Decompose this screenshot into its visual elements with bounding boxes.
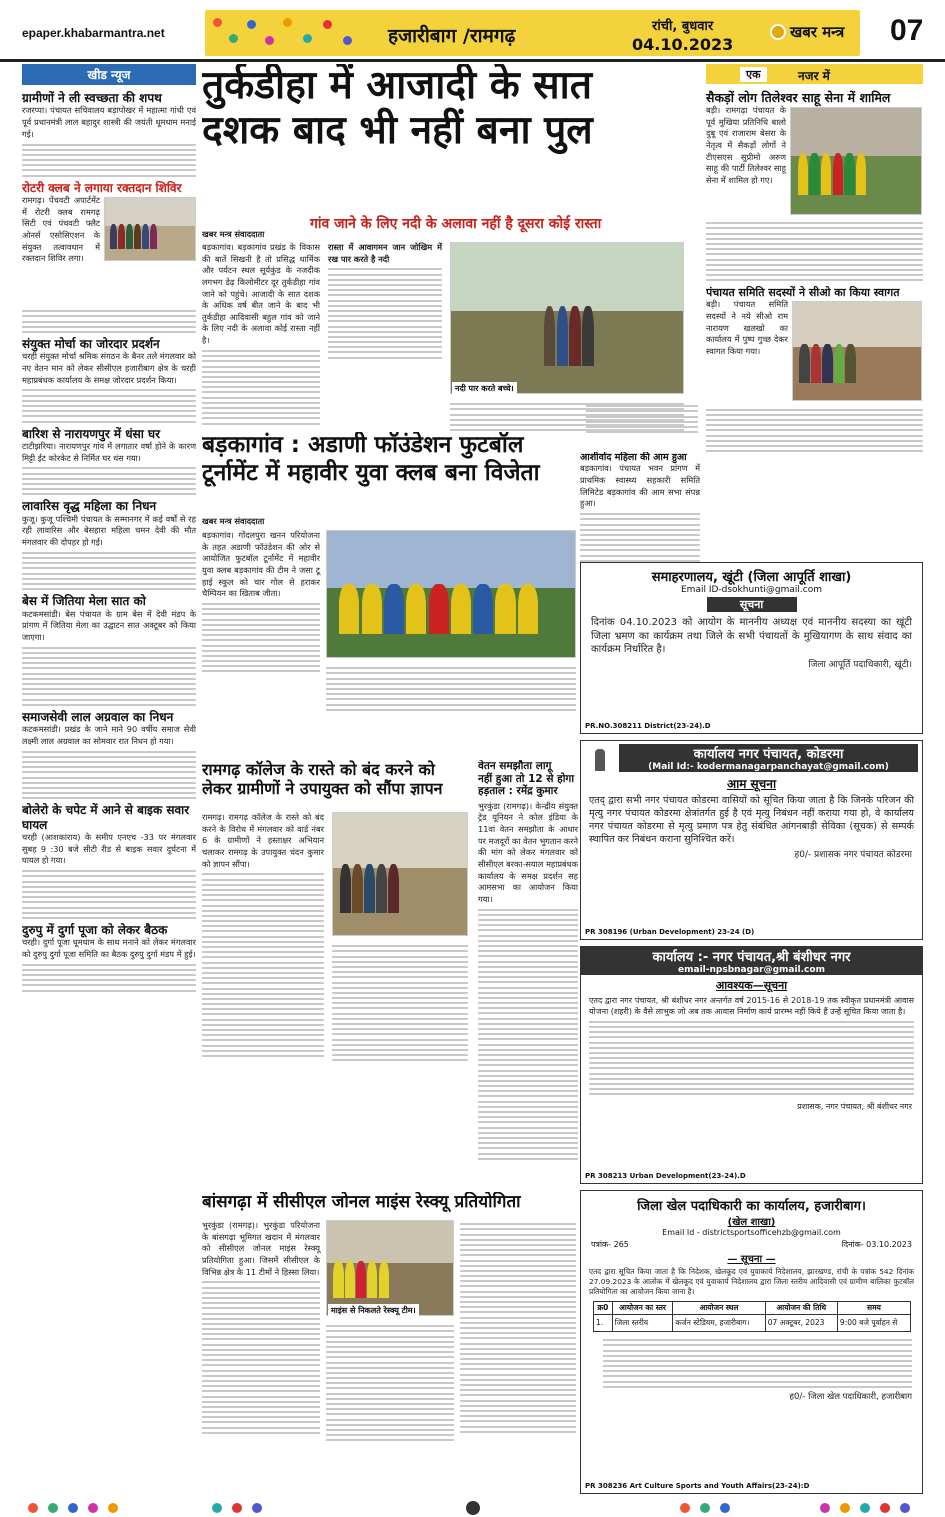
rescue-headline: बांसगढ़ा में सीसीएल जोनल माइंस रेस्क्यू प्रतियोगिता <box>202 1192 521 1212</box>
story1-photo <box>790 107 922 215</box>
brief-text: रजरप्पा। पंचायत सचिवालय बड़ापोखर में महात्मा गांधी एवं पूर्व प्रधानमंत्री लाल बहादुर शास्त्री की जयंती धूमधाम मनाई गई। <box>22 105 196 139</box>
notice-koderma <box>580 740 923 940</box>
notice2-band: आम सूचना <box>726 777 777 791</box>
football-headline-line1: बड़कागांव : अडाणी फॉउंडेशन फुटबॉल <box>202 432 524 458</box>
brief-title: समाजसेवी लाल अग्रवाल का निधन <box>22 709 174 724</box>
wage-headline-line1: वेतन समझौता लागू <box>478 760 552 772</box>
text-lines <box>22 751 196 800</box>
brief-text: चरही। दुर्गा पूजा धूमधाम के साथ मनाने को लेकर मंगलवार को दुरुपु दुर्गा पूजा समिति का बैठक दुरुपु दुर्गा मंडप में हुई। <box>22 937 196 959</box>
table-cell: जिला स्तरीय <box>612 1314 673 1331</box>
football-story <box>202 432 580 754</box>
text-lines <box>202 603 320 672</box>
notice4-signature: ह0/- जिला खेल पदाधिकारी, हजारीबाग <box>789 1392 912 1403</box>
story2-title: पंचायत समिति सदस्यों ने सीओ का किया स्वागत <box>706 286 900 300</box>
brief-title: संयुक्त मोर्चा का जोरदार प्रदर्शन <box>22 336 160 351</box>
football-text: बड़कागांव। गोंदलपुरा खनन परियोजना के तहत अडाणी फॉउंडेशन की ओर से आयोजित फुटबॉल टूर्नामेंट में महावीर युवा क्लब बड़कागांव की टीम ने जसा टू हाई स्कूल को चार गोल से हराकर चैम्पियन का खिताब जीता। <box>202 530 320 599</box>
brief-item <box>22 91 196 177</box>
table-cell: 07 अक्टूबर, 2023 <box>765 1314 837 1331</box>
notice3-signature: प्रशासक, नगर पंचायत, श्री बंशीधर नगर <box>797 1101 912 1111</box>
table-cell: 9:00 बजे पूर्वाहन से <box>837 1314 910 1331</box>
notice3-band: आवश्यक—सूचना <box>715 979 788 992</box>
notice2-email: (Mail Id:- kodermanagarpanchayat@gmail.com) <box>648 762 889 772</box>
brief-item <box>22 594 196 706</box>
notice4-patrank: पत्रांक- 265 <box>591 1240 629 1249</box>
decorative-dots <box>213 14 373 52</box>
ek-nazar-column <box>706 64 923 558</box>
text-lines <box>586 405 698 433</box>
logo-disc-icon <box>770 24 786 40</box>
college-photo <box>332 812 468 936</box>
text-lines <box>22 964 196 992</box>
text-lines <box>22 467 196 495</box>
table-row <box>594 1314 911 1331</box>
text-lines <box>332 945 468 1061</box>
notice1-email: Email ID-dsokhunti@gmail.com <box>680 585 822 595</box>
notice4-sub: (खेल शाखा) <box>727 1217 776 1228</box>
left-briefs-column <box>22 64 196 1494</box>
notice4-title: जिला खेल पदाधिकारी का कार्यालय, हजारीबाग। <box>637 1199 866 1214</box>
brief-text: चरही संयुक्त मोर्चा श्रमिक संगठन के बैनर तले मंगलवार को नए वेतन मान को लेकर सीसीएल हजारीबाग क्षेत्र के चरही महाप्रबंधक कार्यालय के समक्ष जोरदार प्रदर्शन किया। <box>22 351 196 385</box>
brief-text: रामगढ़। पेंचवटी अपार्टमेंट में रोटरी क्लब रामगढ़ सिटी एवं पंचवटी फ्लैट ओनर्स एसोसिएशन के संयुक्त तत्वावधान में रक्तदान शिविर लगा। <box>22 195 100 264</box>
footer-color-bar <box>0 1498 945 1517</box>
story1-title: सैकड़ों लोग तिलेश्वर साहू सेना में शामिल <box>706 90 891 105</box>
wage-text: भुरकुंडा (रामगढ़)। केन्द्रीय संयुक्त ट्रेड यूनियन ने कोल इंडिया के 11वां वेतन समझौता के आधार पर मजदूरों का वेतन भुगतान करने की मांग को लेकर मंगलवार को सीसीएल बरका-सयाल महाप्रबंधक कार्यालय के समक्ष प्रदर्शन सह आमसभा का आयोजन किया गया। <box>478 800 578 904</box>
aashi-text: बड़कागांव। पंचायत भवन प्रांगण में प्राथमिक स्वास्थ्य सहकारी समिति लिमिटेड बड़कागांव की आम सभा संपन्न हुआ। <box>580 463 700 509</box>
rescue-text: भुरकुंडा (रामगढ़)। भुरकुंडा परियोजना के बांसगढ़ा भूमिगत खदान में मंगलवार को सीसीएल जोनल माइंस रेस्क्यू प्रतियोगिता हुआ। जिसमें सीसीएल के विभिन्न क्षेत्र के 11 टीमों ने हिस्सा लिया। <box>202 1220 320 1277</box>
notice3-body: एतद द्वारा नगर पंचायत, श्री बंशीधर नगर अन्तर्गत वर्ष 2015-16 से 2018-19 तक स्वीकृत प्रधानमंत्री आवास योजना (शहरी) के वैसे लाभुक जो अब तक आवास निर्माण कार्य प्रारम्भ नहीं किये हैं उन्हें सूचित किया जाता है। <box>589 996 914 1016</box>
page-number: 07 <box>890 14 924 47</box>
brief-item <box>22 923 196 992</box>
brief-title: ग्रामीणों ने ली स्वच्छता की शपथ <box>22 91 162 105</box>
notice1-title: समाहरणालय, खूंटी (जिला आपूर्ति शाखा) <box>651 570 852 585</box>
lead-sidebar-note: रास्ता में आवागमन जान जोखिम में रख पार करते है नदी <box>328 242 442 264</box>
notice4-body: एतद द्वारा सूचित किया जाता है कि निदेशक, खेलकूद एवं युवाकार्य निदेशालय, झारखण्ड, रांची के पत्रांक 542 दिनांक 27.09.2023 के आलोक में खेलकूद एवं युवाकार्य निदेशालय द्वारा जिला स्तरीय आदिवासी एवं ग्रामीण बालिका फुटबॉल प्रतियोगिता का आयोजन किया जाना है। <box>589 1267 914 1296</box>
brief-text: टाटीझरिया। नारायणपुर गांव में लगातार वर्षा होने के कारण मिट्टी ईट कोरकेट से निर्मित घर धंस गया। <box>22 440 196 463</box>
kicker-tag: एक <box>740 67 767 82</box>
wage-story <box>478 760 578 1188</box>
story2-text: बड़ी। पंचायत समिति सदस्यों ने नये सीओ राम नारायण खलखो का कार्यालय में पुष्प गुच्छ देकर स्वागत किया गया। <box>706 299 788 356</box>
text-lines <box>22 870 196 919</box>
table-header: समय <box>837 1301 910 1314</box>
brief-title: बारिश से नारायणपुर में धंसा घर <box>22 426 161 441</box>
text-lines <box>202 350 320 425</box>
notice4-email: Email Id - districtsportsofficehzb@gmail.com <box>662 1228 841 1237</box>
notice-khunti <box>580 562 923 734</box>
brief-text: कटकमसांडी। बेस पंचायत के ग्राम बेस में देवी मंडप के प्रांगण में जितिया मेला का उद्घाटन सात अक्टूबर को किया जाएगा। <box>22 608 196 642</box>
table-header: आयोजन की तिथि <box>765 1301 837 1314</box>
dateline <box>632 16 733 54</box>
text-lines <box>22 647 196 706</box>
notice3-title: कार्यालय :- नगर पंचायत,श्री बंशीधर नगर <box>652 950 851 965</box>
text-lines <box>706 409 923 453</box>
site-domain[interactable]: epaper.khabarmantra.net <box>22 26 165 40</box>
college-headline-line2: लेकर ग्रामीणों ने उपायुक्त को सौंपा ज्ञापन <box>202 779 443 799</box>
brief-text: कटकमसांडी। प्रखंड के जाने माने 90 वर्षीय समाज सेवी लक्ष्मी लाल अग्रवाल का सोमवार रात निधन हो गया। <box>22 724 196 746</box>
masthead <box>0 0 945 62</box>
brief-title: दुरुपु में दुर्गा पूजा को लेकर बैठक <box>22 922 168 937</box>
football-photo <box>326 530 576 658</box>
issue-date: 04.10.2023 <box>632 35 734 54</box>
ek-nazar-kicker <box>706 64 923 84</box>
notice3-pr: PR 308213 Urban Development(23-24).D <box>585 1172 746 1180</box>
lead-photo <box>450 242 684 394</box>
text-lines <box>22 552 196 590</box>
brief-title: बेस में जितिया मेला सात को <box>22 594 146 609</box>
notice2-header <box>619 744 918 772</box>
table-cell: 1. <box>594 1314 613 1331</box>
wage-headline-line3: हड़ताल : रमेंद्र कुमार <box>478 785 558 798</box>
notice3-header <box>581 947 922 975</box>
football-byline: खबर मन्त्र संवाददाता <box>202 516 265 526</box>
brief-item <box>22 803 196 919</box>
text-lines <box>326 667 576 711</box>
text-lines <box>580 513 700 562</box>
emblem-icon <box>587 745 613 775</box>
notice1-body: दिनांक 04.10.2023 को आयोग के माननीय अध्यक्ष एवं माननीय सदस्या का खूंटी जिला भ्रमण का कार्यक्रम तथा जिले के सभी पंचायतों के मुखियागण के साथ संवाद का कार्यक्रम निर्धारित है। <box>591 617 912 655</box>
college-headline-line1: रामगढ़ कॉलेज के रास्ते को बंद करने को <box>202 760 435 779</box>
text-lines <box>460 1223 576 1433</box>
brief-item <box>22 337 196 423</box>
story1-text: बड़ी। रामगढ़ा पंचायत के पूर्व मुखिया प्रतिनिधि बालो दुबू एवं राजाराम बेसरा के नेतृत्व में सैकड़ों लोगों ने टीएसएस सुप्रीमो अरुण साहू की पार्टी तिलेश्वर साहू सेना में शामिल हो गए। <box>706 105 786 185</box>
brief-item <box>22 499 196 590</box>
notice2-title: कार्यालय नगर पंचायत, कोडरमा <box>693 747 844 762</box>
brief-item <box>22 181 196 333</box>
notice1-pr: PR.NO.308211 District(23-24).D <box>585 722 711 730</box>
notice4-table <box>593 1301 911 1332</box>
text-lines <box>22 389 196 422</box>
table-cell: कर्जन स्टेडियम, हजारीबाग। <box>673 1314 765 1331</box>
aashi-title: आशीर्वाद महिला की आम हुआ <box>580 452 687 463</box>
text-lines <box>326 1325 454 1441</box>
rescue-photo <box>326 1220 454 1316</box>
brief-item <box>22 710 196 800</box>
lead-text: बड़कागांव। बड़कागांव प्रखंड के विकास की बातें सिखनी है तो प्रसिद्ध धार्मिक और पर्यटन स्थल सूर्यकुंड के नजदीक लगभग डेढ़ किलोमीटर दूर तुर्कडीहा गांव जाने को पहुंचे। आजादी के सात दशक के अधिक वर्ष बीत जाने के बाद भी तुर्कडीहा आदिवासी बहुल गांव को जाने के लिए नदी के अलावा कोई रास्ता नहीं है। <box>202 242 320 346</box>
table-header: आयोजन स्थल <box>673 1301 765 1314</box>
kicker-label: नजर में <box>798 69 830 83</box>
text-lines <box>589 1021 914 1096</box>
section-title: हजारीबाग /रामगढ़ <box>388 25 516 47</box>
text-lines <box>328 268 442 358</box>
lead-byline: खबर मन्त्र संवाददाता <box>202 229 265 239</box>
brand-logo <box>770 22 844 42</box>
wage-headline-line2: नहीं हुआ तो 12 से होगा <box>478 772 575 785</box>
brief-title: रोटरी क्लब ने लगाया रक्तदान शिविर <box>22 180 182 195</box>
notice2-pr: PR 308196 (Urban Development) 23-24 (D) <box>585 928 755 936</box>
notice-sports-office <box>580 1190 923 1494</box>
brief-text: कुजू। कुजू पश्चिमी पंचायत के सम्मानगर में कई वर्षों से रह रही लावारिस और बेसहारा महिला चमन देवी की मौत मंगलवार की दोपहर हो गई। <box>22 513 196 548</box>
brief-item <box>22 427 196 496</box>
story2-photo <box>792 301 922 401</box>
notice3-email: email-npsbnagar@gmail.com <box>678 965 825 975</box>
text-lines <box>706 222 923 281</box>
notice4-band: — सूचना — <box>727 1254 776 1265</box>
text-lines <box>603 1339 912 1388</box>
brief-photo <box>104 197 196 261</box>
college-story <box>202 760 472 1188</box>
lead-story <box>202 64 698 432</box>
rescue-photo-caption: माइंस से निकलते रेस्क्यू टीम। <box>328 1304 419 1317</box>
text-lines <box>478 909 578 1160</box>
brand-name: खबर मन्त्र <box>790 23 845 41</box>
brief-title: बोलेरो के चपेट में आने से बाइक सवार घायल <box>22 803 190 832</box>
text-lines <box>202 1281 320 1433</box>
notice4-dinank: दिनांक- 03.10.2023 <box>841 1240 912 1249</box>
notice1-band: सूचना <box>707 597 797 612</box>
lead-headline-line2: दशक बाद भी नहीं बना पुल <box>202 107 593 153</box>
city-day: रांची, बुधवार <box>652 19 714 34</box>
briefs-kicker: खीड न्यूज <box>22 64 196 85</box>
text-lines <box>22 144 196 177</box>
notice2-body: एतद् द्वारा सभी नगर पंचायत कोडरमा वासियों को सूचित किया जाता है कि जिनके परिजन की मृत्यु नगर पंचायत कोडरमा क्षेत्रांतर्गत हुई है एवं मृत्यु निबंधन नहीं कराया गया हो, वे कार्यालय नगर पंचायत कोडरमा से मृत्यु प्रमाण पत्र हेतु संबंधित आंगनबाड़ी सेविका (सूचक) से सम्पर्क स्थापित कर निबंधन कराना सुनिश्चित करें। <box>589 795 914 845</box>
football-headline-line2: टूर्नामेंट में महावीर युवा क्लब बना विजेता <box>202 459 540 486</box>
table-header-row <box>594 1301 911 1314</box>
notice1-signature: जिला आपूर्ति पदाधिकारी, खूंटी। <box>808 659 912 670</box>
table-header: आयोजन का स्तर <box>612 1301 673 1314</box>
notice2-signature: ह0/- प्रशासक नगर पंचायत कोडरमा <box>794 849 912 860</box>
lead-photo-caption: नदी पार करते बच्चे। <box>452 382 517 395</box>
text-lines <box>22 310 196 333</box>
college-text: रामगढ़। रामगढ़ कॉलेज के रास्ते को बंद करने के विरोध में मंगलवार को वार्ड नंबर 6 के ग्रामीणों ने हस्ताक्षर अभियान चलाकर रामगढ़ के उपायुक्त चंदन कुमार को ज्ञापन सौंपा। <box>202 812 324 869</box>
brief-text: चरही (आशकाराय) के समीप एनएच -33 पर मंगलवार सुबह 9 :30 बजे सीटी रीड से बाइक सवार दुर्घटना में घायल हो गया। <box>22 832 196 866</box>
rescue-story <box>202 1192 578 1494</box>
lead-subhead: गांव जाने के लिए नदी के अलावा नहीं है दूसरा कोई रास्ता <box>310 216 602 232</box>
lead-headline-line1: तुर्कडीहा में आजादी के सात <box>202 64 592 108</box>
brief-title: लावारिस वृद्ध महिला का निधन <box>22 499 157 514</box>
notice4-pr: PR 308236 Art Culture Sports and Youth Affairs(23-24):D <box>585 1482 810 1490</box>
notice-banshidhar-nagar <box>580 946 923 1184</box>
table-header: क्र0 <box>594 1301 613 1314</box>
text-lines <box>202 873 324 1057</box>
